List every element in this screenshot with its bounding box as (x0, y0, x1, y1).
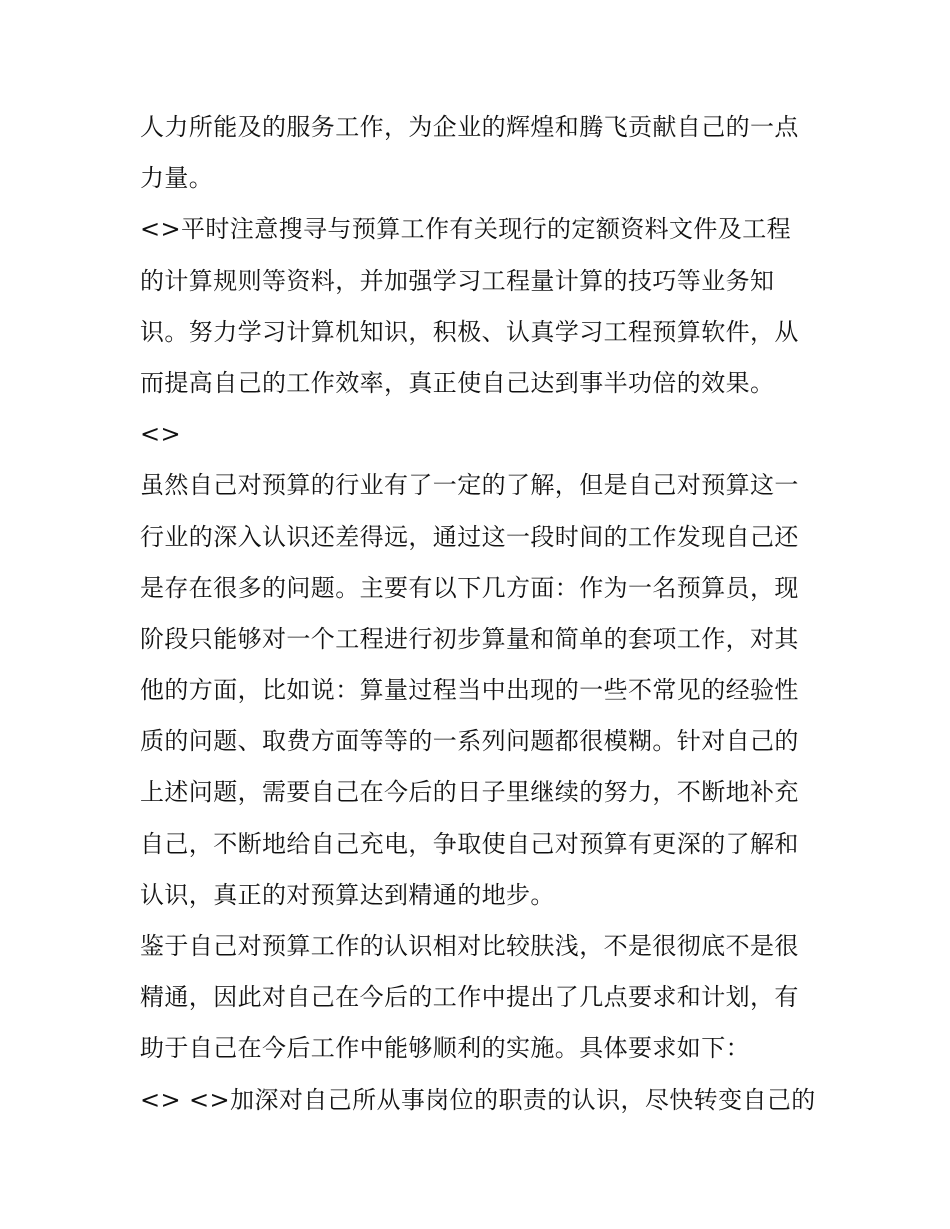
text-line: <>平时注意搜寻与预算工作有关现行的定额资料文件及工程 (140, 215, 792, 244)
text-line: 认识，真正的对预算达到精通的地步。 (140, 880, 555, 909)
text-line: 助于自己在今后工作中能够顺利的实施。具体要求如下： (140, 1034, 750, 1063)
text-line: <> (140, 420, 182, 449)
text-line: 是存在很多的问题。主要有以下几方面：作为一名预算员，现 (140, 573, 799, 602)
text-line: 虽然自己对预算的行业有了一定的了解，但是自己对预算这一 (140, 471, 799, 500)
text-line: 他的方面，比如说：算量过程当中出现的一些不常见的经验性 (140, 676, 799, 705)
text-line: 自己，不断地给自己充电，争取使自己对预算有更深的了解和 (140, 829, 799, 858)
text-line: 阶段只能够对一个工程进行初步算量和简单的套项工作，对其 (140, 624, 799, 653)
text-line: 力量。 (140, 164, 214, 193)
text-line: 质的问题、取费方面等等的一系列问题都很模糊。针对自己的 (140, 727, 799, 756)
text-line: 人力所能及的服务工作，为企业的辉煌和腾飞贡献自己的一点 (140, 113, 799, 141)
text-line: 精通，因此对自己在今后的工作中提出了几点要求和计划，有 (140, 983, 799, 1012)
text-line: 而提高自己的工作效率，真正使自己达到事半功倍的效果。 (140, 368, 775, 397)
text-line: <> <>加深对自己所从事岗位的职责的认识，尽快转变自己的 (140, 1085, 816, 1114)
text-line: 的计算规则等资料，并加强学习工程量计算的技巧等业务知 (140, 266, 775, 295)
body-text (140, 102, 820, 1126)
text-line: 上述问题，需要自己在今后的日子里继续的努力，不断地补充 (140, 778, 799, 807)
text-line: 行业的深入认识还差得远，通过这一段时间的工作发现自己还 (140, 522, 799, 551)
text-line: 鉴于自己对预算工作的认识相对比较肤浅，不是很彻底不是很 (140, 932, 799, 960)
text-line: 识。努力学习计算机知识，积极、认真学习工程预算软件，从 (140, 317, 799, 346)
